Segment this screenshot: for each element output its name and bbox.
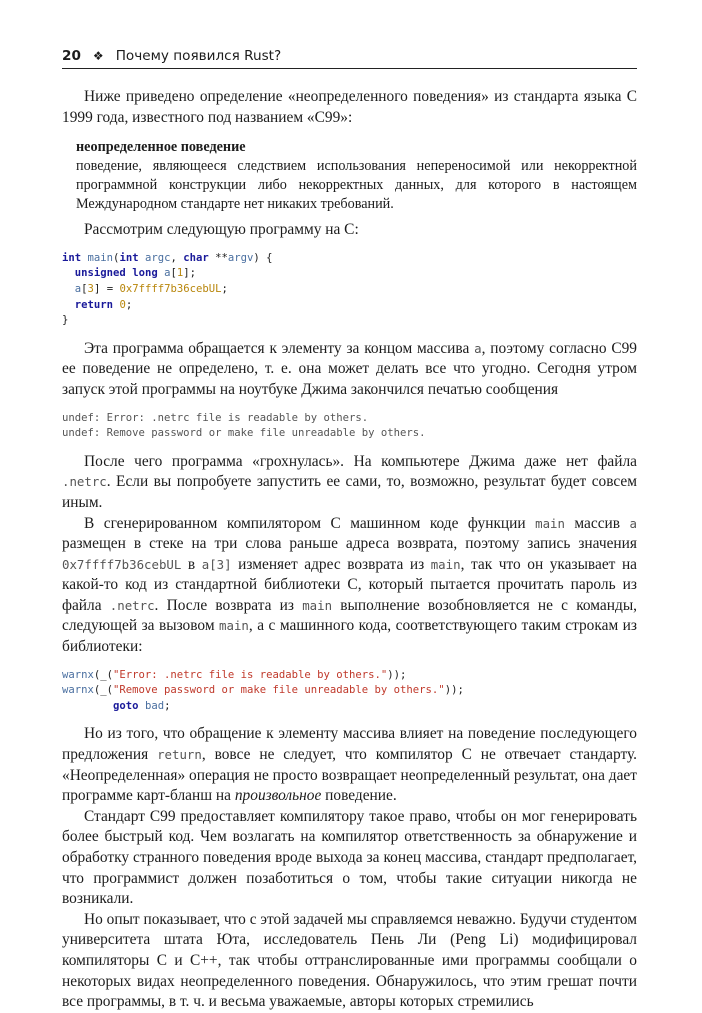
inline-code: a[3] xyxy=(201,556,232,572)
inline-code: main xyxy=(302,597,333,613)
inline-code: main xyxy=(430,556,461,572)
book-page xyxy=(62,46,637,1013)
definition-block xyxy=(76,138,637,214)
inline-code: 0x7ffff7b36cebUL xyxy=(62,556,182,572)
code-line: warnx(_("Remove password or make file unreadable by others.")); xyxy=(62,684,464,697)
page-number: 20 xyxy=(62,48,81,64)
inline-code: main xyxy=(219,618,249,634)
machine-code-paragraph: В сгенерированном компилятором C машинном коде функции main массив a размещен в стеке на три слова раньше адреса возврата, поэтому запись значения 0x7ffff7b36cebUL в a[3] изменяет адрес возврата из main, так что он указывает на какой-то код из стандартной библиотеки C, который пытается прочитать пароль из файла .netrc. После возврата из main выполнение возобновляется не с команды, следующей за вызовом main, а с машинного кода, соответствующего таким строкам из библиотеки: xyxy=(62,514,638,656)
explanation-paragraph: Эта программа обращается к элементу за концом массива a, поэтому согласно C99 ее поведение не определено, т. е. она может делать все что угодно. Сегодня утром запуск этой программы на ноутбуке Джима закончился печатью сообщения xyxy=(62,339,638,398)
return-paragraph: Но из того, что обращение к элементу массива влияет на поведение последующего предложения return, вовсе не следует, что компилятор C не отвечает стандарту. «Неопределенная» операция не просто возвращает неопределенный результат, она дает программе карт-бланш на произвольное поведение. xyxy=(62,725,637,805)
consider-paragraph: Рассмотрим следующую программу на C: xyxy=(84,221,359,239)
output-line: undef: Error: .netrc file is readable by others. xyxy=(62,411,369,424)
code-line: return 0; xyxy=(74,298,133,311)
inline-code: return xyxy=(157,747,202,763)
output-line: undef: Remove password or make file unreadable by others. xyxy=(62,427,426,440)
chapter-title: Почему появился Rust? xyxy=(115,48,282,64)
inline-code: a xyxy=(474,340,482,356)
crash-paragraph: После чего программа «грохнулась». На компьютере Джима даже нет файла .netrc. Если вы попробуете запустить ее сами, то, возможно, результат будет совсем иным. xyxy=(62,452,637,511)
code-line: goto bad; xyxy=(113,699,171,712)
code-line: int main(int argc, char **argv) { xyxy=(62,251,273,264)
program-code-block xyxy=(62,251,637,329)
ornament-icon: ❖ xyxy=(92,49,104,63)
emphasis: произвольное xyxy=(234,787,322,805)
intro-paragraph: Ниже приведено определение «неопределенного поведения» из стандарта языка C 1999 года, известного под названием «C99»: xyxy=(62,88,637,126)
inline-code: a xyxy=(629,515,637,531)
inline-code: main xyxy=(535,515,565,531)
running-header xyxy=(62,46,637,69)
code-line: unsigned long a[1]; xyxy=(74,267,197,280)
definition-text: поведение, являющееся следствием использования непереносимой или некорректной программной конструкции либо некорректных данных, для которого в настоящем Международном стандарте нет никаких требований. xyxy=(76,158,637,213)
library-code-block xyxy=(62,668,637,715)
inline-code: .netrc xyxy=(62,474,107,490)
experience-paragraph: Но опыт показывает, что с этой задачей мы справляемся неважно. Будучи студентом университета штата Юта, исследователь Пень Ли (Peng Li) модифицировал компиляторы C и C++, так чтобы оттранслированные ими программы сообщали о некоторых видах неопределенного поведения. Обнаружилось, что этим грешат почти все программы, в т. ч. и весьма уважаемые, авторы которых стремились xyxy=(62,910,637,1011)
code-line: } xyxy=(62,314,69,327)
definition-term: неопределенное поведение xyxy=(76,139,246,156)
standard-paragraph: Стандарт C99 предоставляет компилятору такое право, чтобы он мог генерировать более быстрый код. Чем возлагать на компилятор ответственность за обнаружение и обработку странного поведения вроде выхода за конец массива, стандарт предполагает, что программист должен позаботиться о том, чтобы такие ситуации никогда не возникали. xyxy=(62,807,637,908)
code-line: warnx(_("Error: .netrc file is readable by others.")); xyxy=(62,668,407,681)
program-output-block xyxy=(62,411,637,442)
inline-code: .netrc xyxy=(109,597,155,613)
code-line: a[3] = 0x7ffff7b36cebUL; xyxy=(74,282,228,295)
